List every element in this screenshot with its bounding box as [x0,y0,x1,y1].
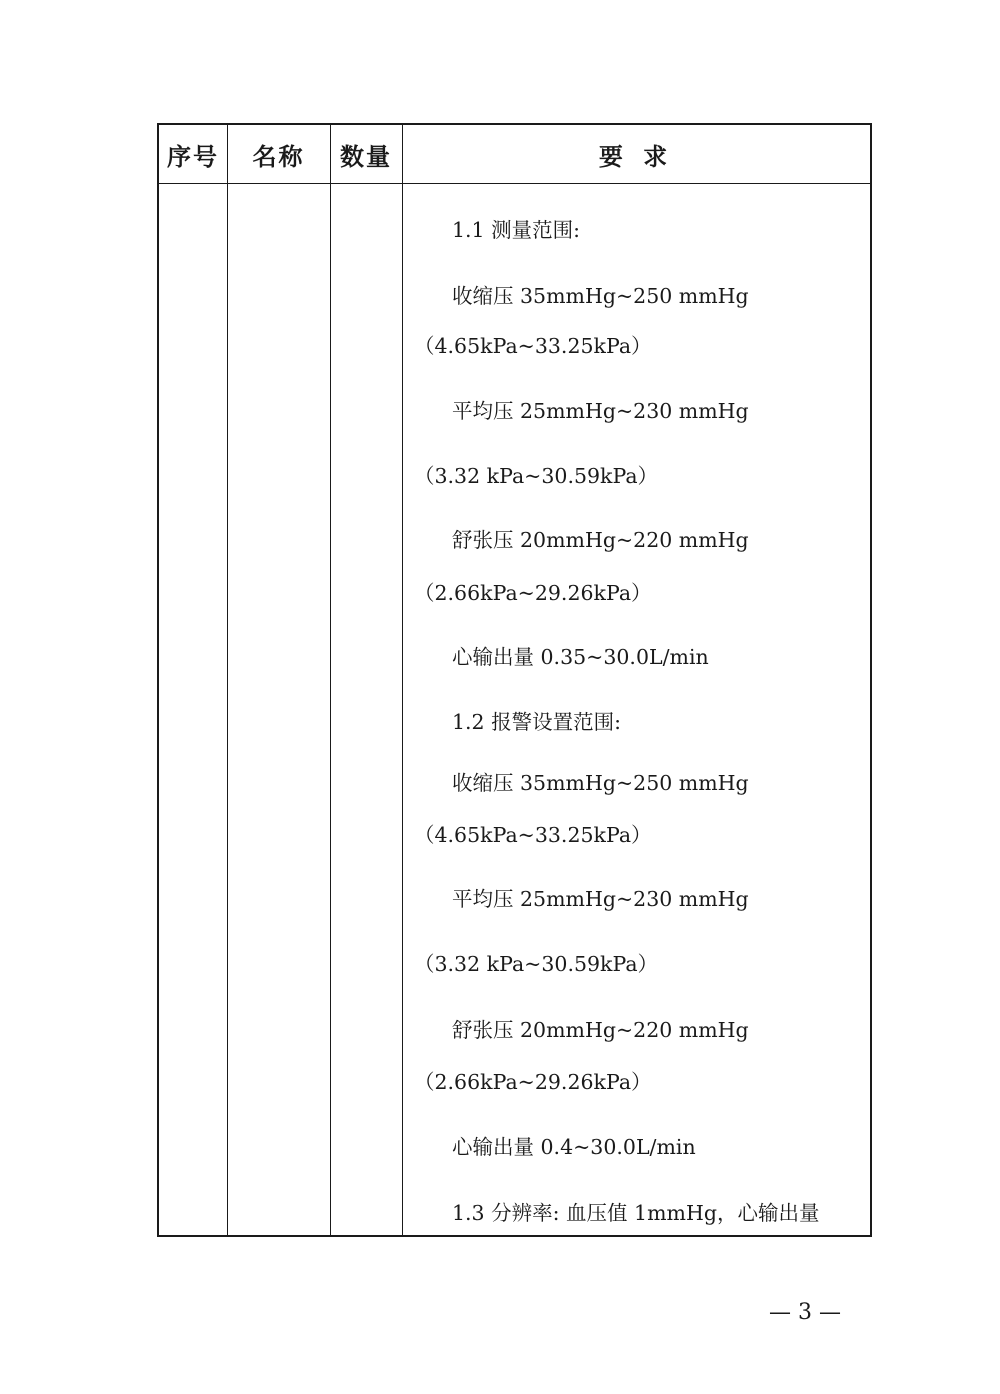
requirement-line: （4.65kPa~33.25kPa） [414,823,652,847]
requirement-line: （3.32 kPa~30.59kPa） [414,952,659,976]
header-requirements: 要 求 [598,141,674,171]
requirement-line: 1.3 分辨率: 血压值 1mmHg，心输出量 [452,1201,820,1225]
requirement-line: 舒张压 20mmHg~220 mmHg [452,528,749,552]
requirement-line: （4.65kPa~33.25kPa） [414,334,652,358]
requirement-line: （2.66kPa~29.26kPa） [414,1070,652,1094]
header-name: 名称 [252,141,305,171]
requirement-line: 心输出量 0.35~30.0L/min [452,645,709,669]
header-divider [159,183,870,184]
header-quantity: 数量 [340,141,392,171]
requirement-line: （3.32 kPa~30.59kPa） [414,464,659,488]
requirement-line: 1.1 测量范围: [452,218,581,242]
requirements-table [157,123,872,1237]
requirement-line: 心输出量 0.4~30.0L/min [452,1135,696,1159]
column-divider [402,125,403,1235]
header-seq: 序号 [167,141,219,171]
requirement-line: 舒张压 20mmHg~220 mmHg [452,1018,749,1042]
requirement-line: 平均压 25mmHg~230 mmHg [452,399,749,423]
column-divider [330,125,331,1235]
requirement-line: 收缩压 35mmHg~250 mmHg [452,284,749,308]
column-divider [227,125,228,1235]
requirement-line: 收缩压 35mmHg~250 mmHg [452,771,749,795]
page-number: — 3 — [769,1300,841,1325]
requirement-line: 平均压 25mmHg~230 mmHg [452,887,749,911]
requirement-line: （2.66kPa~29.26kPa） [414,581,652,605]
requirement-line: 1.2 报警设置范围: [452,710,622,734]
